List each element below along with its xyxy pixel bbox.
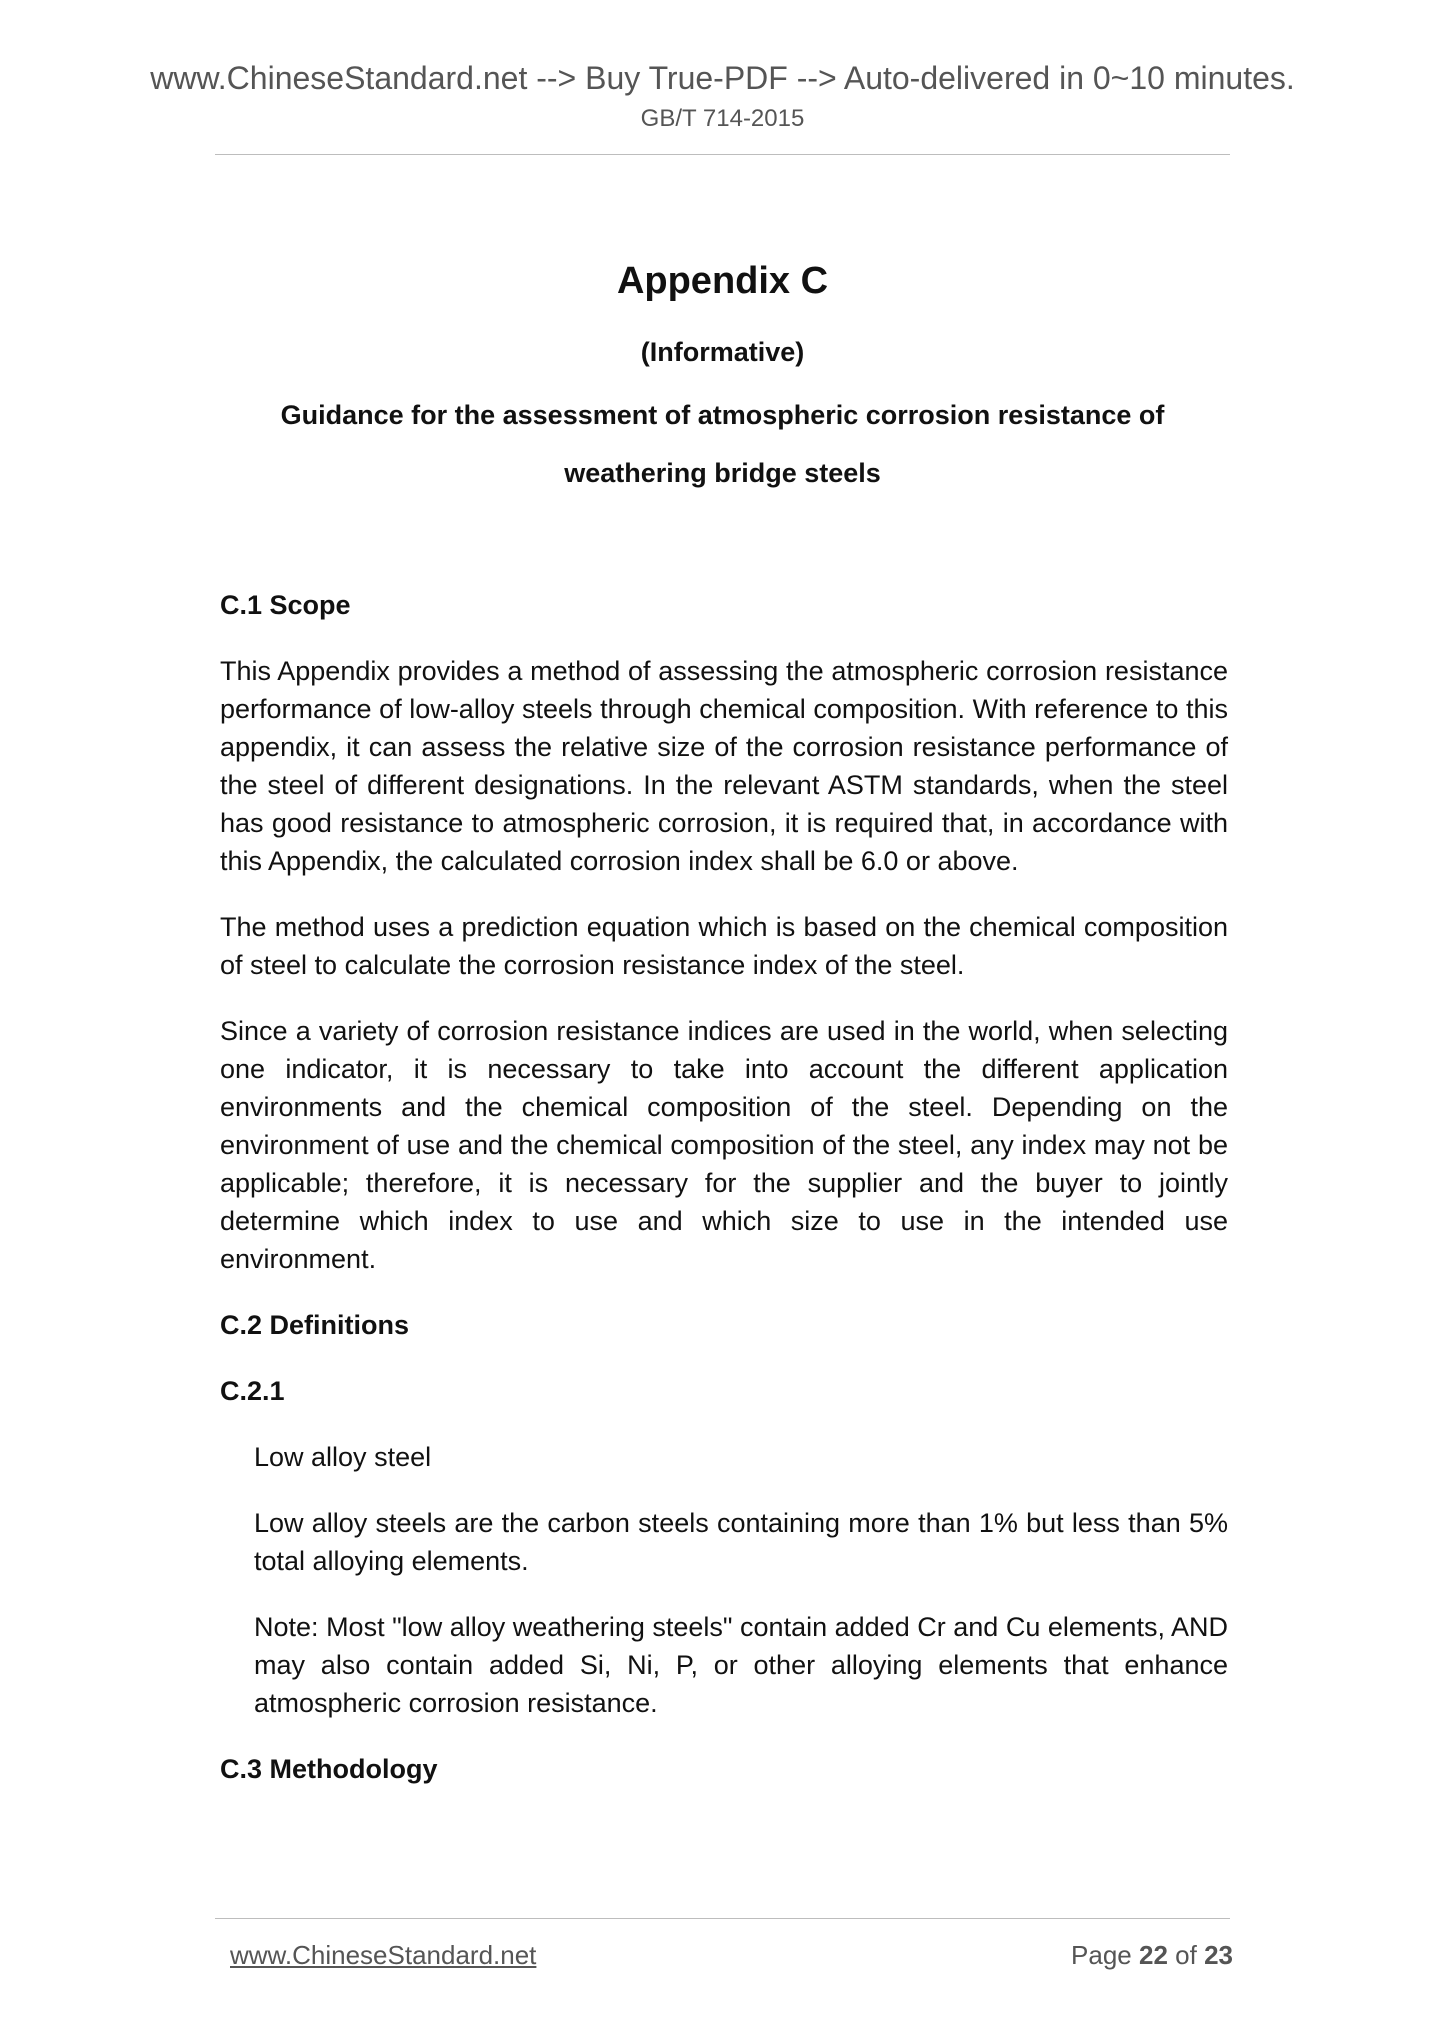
guidance-line-2: weathering bridge steels	[564, 458, 881, 488]
section-c1-heading: C.1 Scope	[220, 590, 351, 620]
appendix-title: Appendix C	[616, 260, 829, 302]
page-current: 22	[1139, 1940, 1168, 1970]
section-c3-heading: C.3 Methodology	[220, 1754, 438, 1784]
section-c1-paragraph-3: Since a variety of corrosion resistance indices are used in the world, when selecting one indicator, it is necessary to take into account the different application environments and the chemical composition of the steel. Depending on the environment of use and the chemical composition of the steel, any index may not be applicable; therefore, it is necessary for the supplier and the buyer to jointly determine which index to use and which size to use in the intended use environment.	[220, 1016, 1228, 1274]
footer-website-link[interactable]: www.ChineseStandard.net	[230, 1940, 537, 1970]
section-c1-paragraph-1: This Appendix provides a method of assessing the atmospheric corrosion resistance performance of low-alloy steels through chemical composition. With reference to this appendix, it can assess the relative size of the corrosion resistance performance of the steel of different designations. In the relevant ASTM standards, when the steel has good resistance to atmospheric corrosion, it is required that, in accordance with this Appendix, the calculated corrosion index shall be 6.0 or above.	[220, 656, 1228, 876]
section-c2-heading: C.2 Definitions	[220, 1310, 410, 1340]
footer-divider	[215, 1918, 1230, 1919]
page-label: Page	[1071, 1940, 1132, 1970]
page-number	[1071, 1938, 1233, 1972]
section-c1-paragraph-2: The method uses a prediction equation which is based on the chemical composition of steel to calculate the corrosion resistance index of the steel.	[220, 912, 1228, 980]
document-body	[220, 586, 1228, 1816]
header-divider	[215, 154, 1230, 155]
definition-text: Low alloy steels are the carbon steels containing more than 1% but less than 5% total alloying elements.	[254, 1508, 1228, 1576]
page-total: 23	[1204, 1940, 1233, 1970]
standard-code: GB/T 714-2015	[640, 105, 805, 132]
header-banner: www.ChineseStandard.net --> Buy True-PDF --> Auto-delivered in 0~10 minutes.	[150, 60, 1295, 96]
definition-note: Note: Most "low alloy weathering steels" contain added Cr and Cu elements, AND may also contain added Si, Ni, P, or other alloying elements that enhance atmospheric corrosion resistance.	[254, 1612, 1228, 1718]
section-c2-1-heading: C.2.1	[220, 1376, 285, 1406]
definition-term: Low alloy steel	[254, 1442, 432, 1472]
appendix-guidance-title	[215, 386, 1230, 502]
guidance-line-1: Guidance for the assessment of atmospheric corrosion resistance of	[280, 400, 1165, 430]
appendix-type: (Informative)	[640, 337, 805, 367]
page-of: of	[1175, 1940, 1197, 1970]
